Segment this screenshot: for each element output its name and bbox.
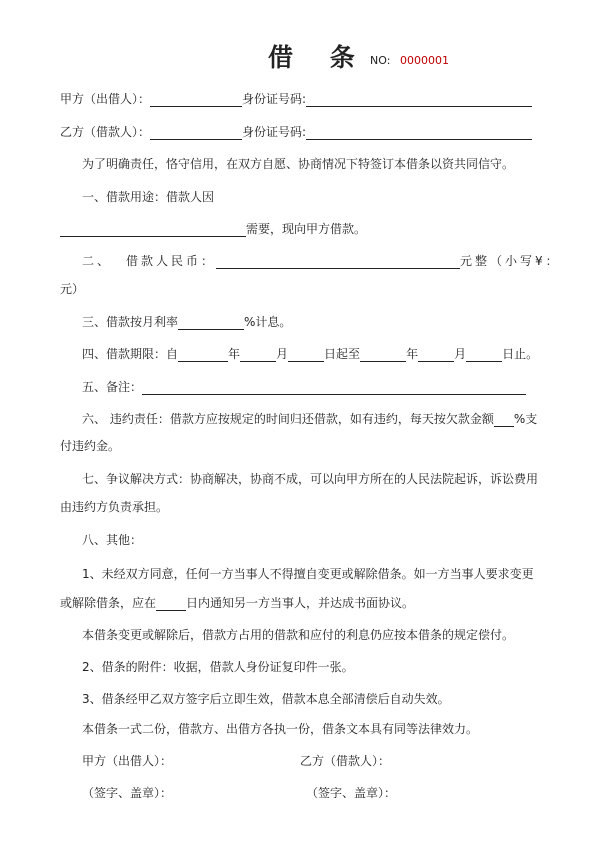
period-end-year-blank[interactable] [360, 349, 406, 362]
interest-label: 三、借款按月利率 [82, 315, 179, 329]
period-row [82, 345, 538, 362]
breach-text: 六、 违约责任：借款方应按规定的时间归还借款，如有违约，每天按欠款金额 [82, 412, 494, 426]
dispute-text-2: 由违约方负责承担。 [60, 500, 169, 514]
other-2-text: 2、借条的附件：收据，借款人身份证复印件一张。 [82, 660, 354, 674]
purpose-label: 一、借款用途：借款人因 [82, 190, 215, 204]
amount-uppercase-blank[interactable] [216, 256, 460, 269]
period-month2: 月 [454, 347, 467, 361]
breach-text-2: 付违约金。 [60, 439, 121, 453]
breach-rate-blank[interactable] [494, 414, 514, 427]
other-1-text-2b: 日内通知另一方当事人，并达成书面协议。 [186, 596, 415, 610]
other-1-text: 1、未经双方同意，任何一方当事人不得擅自变更或解除借条。如一方当事人要求变更 [82, 567, 534, 581]
party-b-id-blank[interactable] [306, 127, 532, 140]
party-b-row [60, 123, 532, 140]
other-1-text-2a: 或解除借条，应在 [60, 596, 157, 610]
remark-label: 五、备注： [82, 380, 143, 394]
purpose-row [60, 220, 366, 237]
purpose-tail: 需要，现向甲方借款。 [246, 222, 367, 236]
amount-prefix: 二、 [82, 254, 113, 268]
breach-pct: %支 [513, 412, 538, 426]
doc-number-value: 0000001 [400, 54, 449, 67]
period-start-year-blank[interactable] [178, 349, 228, 362]
party-b-id-label: 身份证号码: [242, 125, 307, 139]
breach-row [82, 410, 537, 427]
other-label: 八、其他： [82, 533, 143, 547]
other-3-text: 3、借条经甲乙双方签字后立即生效，借款本息全部清偿后自动失效。 [82, 692, 450, 706]
amount-suffix: 元整（小写¥： [460, 254, 561, 268]
period-year: 年 [228, 347, 241, 361]
amount-tail: 元） [60, 282, 85, 296]
period-end-day-blank[interactable] [466, 349, 502, 362]
amount-label: 借款人民币： [126, 254, 217, 268]
party-a-id-blank[interactable] [306, 94, 532, 107]
interest-row [82, 313, 291, 330]
party-b-name-blank[interactable] [150, 127, 242, 140]
notice-days-blank[interactable] [156, 598, 186, 611]
change-text: 本借条变更或解除后，借款方占用的借款和应付的利息仍应按本借条的规定偿付。 [82, 628, 515, 642]
sign-party-a: 甲方（出借人）： [82, 754, 173, 768]
period-start-day-blank[interactable] [288, 349, 324, 362]
seal-party-b: （签字、盖章）： [306, 786, 397, 800]
intro-text: 为了明确责任，恪守信用，在双方自愿、协商情况下特签订本借条以资共同信守。 [82, 157, 515, 171]
sign-party-b: 乙方（借款人）： [300, 754, 391, 768]
party-b-label: 乙方（借款人）： [60, 125, 151, 139]
interest-rate-blank[interactable] [178, 317, 244, 330]
party-a-label: 甲方（出借人）： [60, 92, 151, 106]
period-label: 四、借款期限：自 [82, 347, 179, 361]
period-month: 月 [276, 347, 289, 361]
party-a-row [60, 90, 532, 107]
copies-text: 本借条一式二份，借款方、出借方各执一份，借条文本具有同等法律效力。 [82, 722, 479, 736]
other-1-row-2 [60, 594, 414, 611]
remark-row [82, 378, 526, 395]
party-a-name-blank[interactable] [150, 94, 242, 107]
party-a-id-label: 身份证号码: [242, 92, 307, 106]
period-year2: 年 [406, 347, 419, 361]
seal-party-a: （签字、盖章）： [82, 786, 173, 800]
period-day-from: 日起至 [324, 347, 361, 361]
period-end-month-blank[interactable] [418, 349, 454, 362]
purpose-blank[interactable] [60, 224, 246, 237]
period-day-end: 日止。 [502, 347, 539, 361]
period-start-month-blank[interactable] [240, 349, 276, 362]
doc-number-label: NO: [370, 54, 391, 67]
dispute-text: 七、争议解决方式：协商解决，协商不成，可以向甲方所在的人民法院起诉，诉讼费用 [82, 472, 539, 486]
amount-row [82, 252, 561, 269]
remark-blank[interactable] [142, 382, 526, 395]
interest-tail: %计息。 [244, 315, 292, 329]
document-title: 借 条 [268, 43, 369, 72]
